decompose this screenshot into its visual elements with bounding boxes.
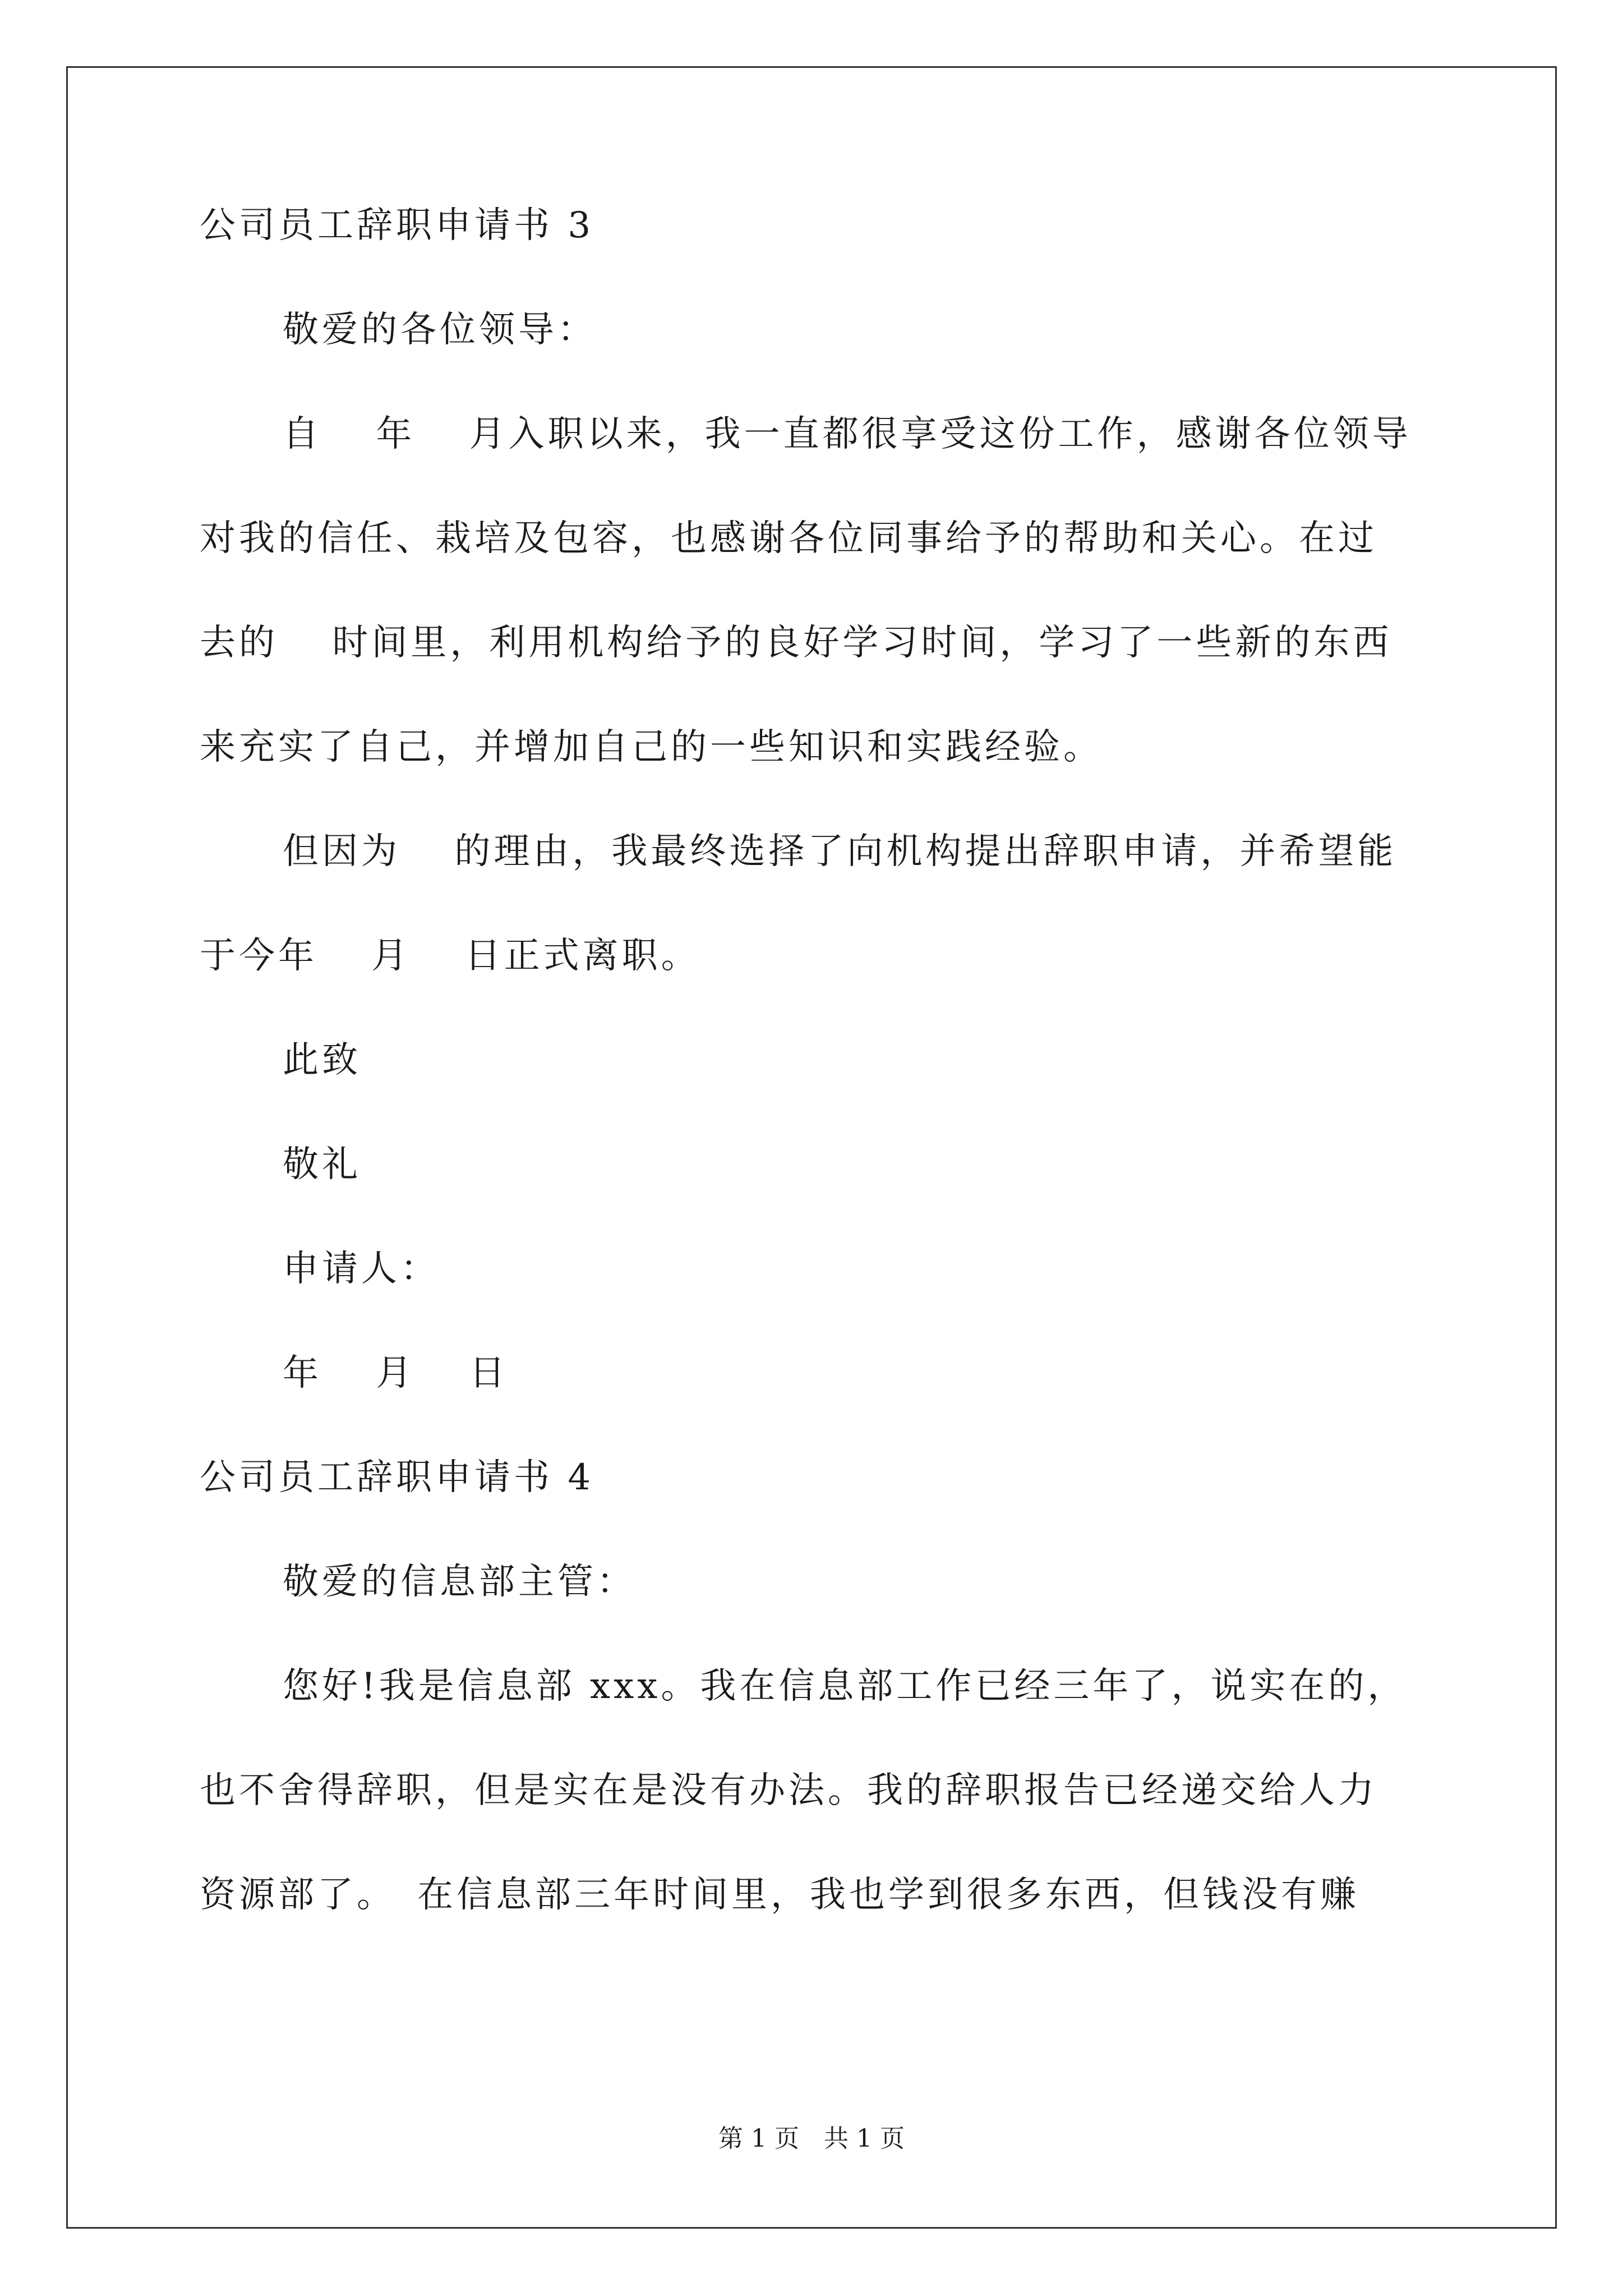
heading-letter-4: 公司员工辞职申请书 4 (200, 1457, 594, 1498)
paragraph-line: 您好!我是信息部 xxx。我在信息部工作已经三年了，说实在的， (283, 1665, 1407, 1707)
applicant-line: 申请人： (283, 1248, 440, 1290)
paragraph-line: 对我的信任、栽培及包容，也感谢各位同事给予的帮助和关心。在过 (200, 518, 1377, 559)
salutation: 敬爱的各位领导： (283, 309, 597, 351)
paragraph-line: 去的 时间里，利用机构给予的良好学习时间，学习了一些新的东西 (200, 622, 1393, 664)
paragraph-line: 也不舍得辞职，但是实在是没有办法。我的辞职报告已经递交给人力 (200, 1770, 1377, 1811)
heading-letter-3: 公司员工辞职申请书 3 (200, 205, 594, 246)
closing-line: 此致 (283, 1039, 361, 1081)
paragraph-line: 于今年 月 日正式离职。 (200, 935, 700, 977)
paragraph-line: 资源部了。 在信息部三年时间里，我也学到很多东西，但钱没有赚 (200, 1874, 1359, 1916)
page-number-footer: 第 1 页 共 1 页 (718, 2124, 905, 2153)
date-line: 年 月 日 (283, 1352, 509, 1394)
paragraph-line: 自 年 月入职以来，我一直都很享受这份工作，感谢各位领导 (283, 413, 1412, 455)
paragraph-line: 但因为 的理由，我最终选择了向机构提出辞职申请，并希望能 (283, 831, 1397, 872)
closing-line: 敬礼 (283, 1144, 361, 1185)
salutation: 敬爱的信息部主管： (283, 1561, 636, 1603)
paragraph-line: 来充实了自己，并增加自己的一些知识和实践经验。 (200, 726, 1103, 768)
